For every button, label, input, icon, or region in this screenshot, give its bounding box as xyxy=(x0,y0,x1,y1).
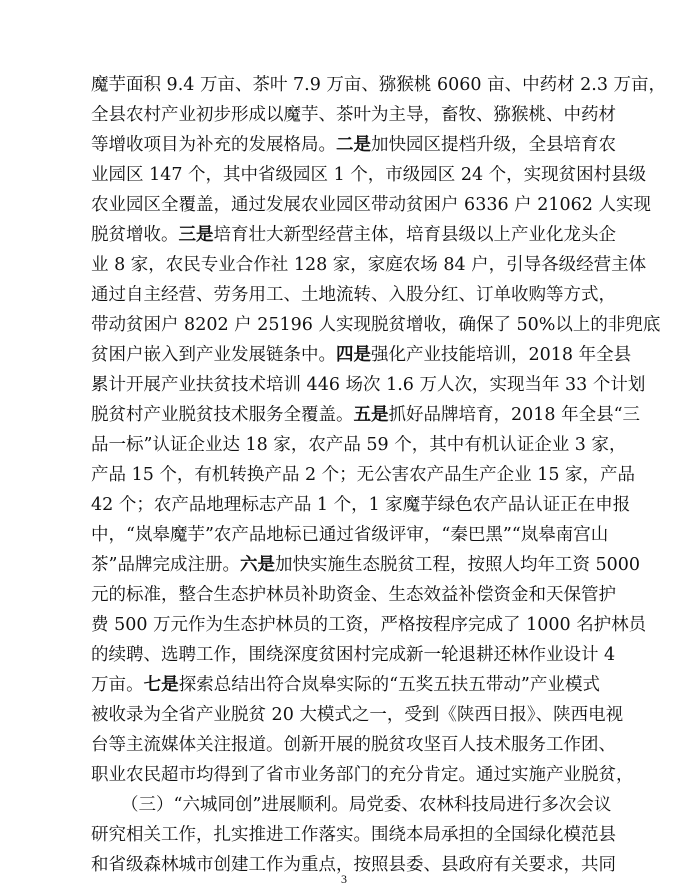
text-line: 等增收项目为补充的发展格局。二是加快园区提档升级，全县培育农 xyxy=(91,135,616,155)
text-line: 42 个；农产品地理标志产品 1 个，1 家魔芋绿色农产品认证正在申报 xyxy=(91,495,631,515)
emphasis-item-4: 四是 xyxy=(336,345,371,365)
emphasis-item-2: 二是 xyxy=(336,135,371,155)
text-line: 费 500 万元作为生态护林员的工资，严格按程序完成了 1000 名护林员 xyxy=(91,615,647,635)
text-line: 累计开展产业扶贫技术培训 446 场次 1.6 万人次，实现当年 33 个计划 xyxy=(91,375,646,395)
text-line: 台等主流媒体关注报道。创新开展的脱贫攻坚百人技术服务工作团、 xyxy=(91,735,616,755)
emphasis-item-3: 三是 xyxy=(178,225,214,245)
text-line: 脱贫增收。三是培育壮大新型经营主体，培育县级以上产业化龙头企 xyxy=(91,225,616,245)
text-line: 品一标”认证企业达 18 家，农产品 59 个，其中有机认证企业 3 家， xyxy=(91,435,627,455)
text-line: 研究相关工作，扎实推进工作落实。围绕本局承担的全国绿化模范县 xyxy=(91,825,616,845)
text-line: 茶”品牌完成注册。六是加快实施生态脱贫工程，按照人均年工资 5000 xyxy=(91,555,641,575)
text-line: 通过自主经营、劳务用工、土地流转、入股分红、订单收购等方式， xyxy=(91,285,616,305)
emphasis-item-7: 七是 xyxy=(143,675,179,695)
text-line: 魔芋面积 9.4 万亩、茶叶 7.9 万亩、猕猴桃 6060 亩、中药材 2.3 万亩， xyxy=(91,75,667,95)
text-line: 贫困户嵌入到产业发展链条中。四是强化产业技能培训，2018 年全县 xyxy=(91,345,632,365)
text-line: 元的标准，整合生态护林员补助资金、生态效益补偿资金和天保管护 xyxy=(91,585,616,605)
text-line: 中，“岚皋魔芋”农产品地标已通过省级评审，“秦巴黑”“岚皋南宫山 xyxy=(91,525,609,545)
text-line: 业园区 147 个，其中省级园区 1 个，市级园区 24 个，实现贫困村县级 xyxy=(91,165,647,185)
text-line: 带动贫困户 8202 户 25196 人实现脱贫增收，确保了 50%以上的非兜底 xyxy=(91,315,661,335)
text-line: 全县农村产业初步形成以魔芋、茶叶为主导，畜牧、猕猴桃、中药材 xyxy=(91,105,616,125)
text-line: 万亩。七是探索总结出符合岚皋实际的“五奖五扶五带动”产业模式 xyxy=(91,675,600,695)
section-heading-line: （三）“六城同创”进展顺利。局党委、农林科技局进行多次会议 xyxy=(121,795,612,815)
text-line: 职业农民超市均得到了省市业务部门的充分肯定。通过实施产业脱贫， xyxy=(91,765,634,785)
text-line: 产品 15 个，有机转换产品 2 个；无公害农产品生产企业 15 家，产品 xyxy=(91,465,636,485)
emphasis-item-5: 五是 xyxy=(353,405,389,425)
text-line: 农业园区全覆盖，通过发展农业园区带动贫困户 6336 户 21062 人实现 xyxy=(91,195,651,215)
text-line: 被收录为全省产业脱贫 20 大模式之一，受到《陕西日报》、陕西电视 xyxy=(91,705,624,725)
page-number: 3 xyxy=(341,872,347,886)
text-line: 的续聘、选聘工作，围绕深度贫困村完成新一轮退耕还林作业设计 4 xyxy=(91,645,616,665)
text-line: 和省级森林城市创建工作为重点，按照县委、县政府有关要求，共同 xyxy=(91,855,616,875)
emphasis-item-6: 六是 xyxy=(239,555,275,575)
text-line: 脱贫村产业脱贫技术服务全覆盖。五是抓好品牌培育，2018 年全县“三 xyxy=(91,405,641,425)
text-line: 业 8 家，农民专业合作社 128 家，家庭农场 84 户，引导各级经营主体 xyxy=(91,255,647,275)
